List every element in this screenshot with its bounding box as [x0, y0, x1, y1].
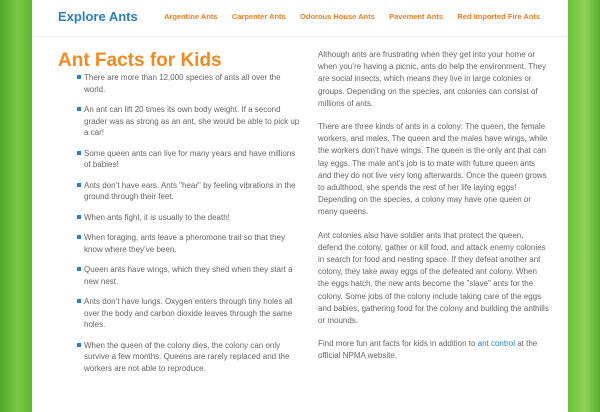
list-item — [84, 180, 304, 203]
header — [32, 0, 568, 37]
brand-logo[interactable]: Explore Ants — [58, 9, 138, 24]
list-item — [84, 264, 304, 287]
page — [32, 0, 568, 412]
fact-text: When ants fight, it is usually to the death! — [84, 212, 230, 222]
nav-odorous-house-ants[interactable]: Odorous House Ants — [300, 12, 375, 21]
square-bullet-icon — [77, 151, 81, 155]
fact-text: An ant can lift 20 times its own body weight. If a second grader was as strong as an ant, she would be able to pick up a car! — [84, 105, 300, 137]
paragraph-closing — [318, 338, 550, 362]
fact-text: There are more than 12,000 species of ants all over the world. — [84, 73, 281, 94]
list-item — [84, 148, 304, 171]
square-bullet-icon — [77, 267, 81, 271]
square-bullet-icon — [77, 75, 81, 79]
list-item — [84, 232, 304, 255]
closing-text-after: at the official NPMA website. — [318, 339, 538, 361]
nav-red-imported-fire-ants[interactable]: Red Imported Fire Ants — [457, 12, 540, 21]
fact-text: Some queen ants can live for many years and have millions of babies! — [84, 148, 296, 169]
list-item — [84, 212, 304, 224]
ant-control-link[interactable]: ant control — [477, 339, 515, 349]
square-bullet-icon — [77, 343, 81, 347]
fact-text: Queen ants have wings, which they shed when they start a new nest. — [84, 265, 293, 286]
nav-pavement-ants[interactable]: Pavement Ants — [389, 12, 444, 21]
list-item — [84, 296, 304, 331]
facts-list — [84, 72, 304, 383]
main-nav — [164, 12, 540, 21]
nav-argentine-ants[interactable]: Argentine Ants — [164, 12, 218, 21]
square-bullet-icon — [77, 183, 81, 187]
fact-text: When foraging, ants leave a pheromone trail so that they know where they’ve been. — [84, 233, 286, 254]
fact-text: Ants don’t have ears. Ants "hear" by feeling vibrations in the ground through their feet. — [84, 180, 296, 201]
article-body — [318, 49, 550, 374]
page-title: Ant Facts for Kids — [58, 50, 222, 71]
square-bullet-icon — [77, 107, 81, 111]
paragraph-soldier-ants: Ant colonies also have soldier ants that protect the queen, defend the colony, gather or kill food, and attack enemy colonies in search for food and nesting space. If they defeat another ant colony, they take away eggs of the defeated ant colony. When the eggs hatch, the new ants become the "slave" ants for the colony. Some jobs of the colony include taking care of the eggs and babies, gathering food for the colony and building the anthills or mounds. — [318, 230, 549, 326]
list-item — [84, 104, 304, 139]
nav-carpenter-ants[interactable]: Carpenter Ants — [231, 12, 286, 21]
list-item — [84, 340, 304, 375]
fact-text: When the queen of the colony dies, the colony can only survive a few months. Queens are rarely replaced and the workers are not able to reproduce. — [84, 340, 290, 373]
fact-text: Ants don’t have lungs. Oxygen enters through tiny holes all over the body and carbon dioxide leaves through the same holes. — [84, 297, 293, 329]
square-bullet-icon — [77, 235, 81, 239]
square-bullet-icon — [77, 215, 81, 219]
square-bullet-icon — [77, 299, 81, 303]
closing-text-before: Find more fun ant facts for kids in addition to — [318, 339, 478, 349]
paragraph-intro: Although ants are frustrating when they get into your home or when you’re having a picnic, ants do help the environment. They are social insects, which means they live in large colonies or groups. Depending on the species, ant colonies can consist of millions of ants. — [318, 50, 546, 108]
list-item — [84, 72, 304, 95]
paragraph-colony-kinds: There are three kinds of ants in a colony: The queen, the female workers, and males. The queen and the males have wings, while the workers don’t have wings. The queen is the only ant that can lay eggs. The male ant’s job is to mate with future queen ants and they do not live very long afterwards. Once the queen grows to adulthood, she spends the rest of her life laying eggs! Depending on the species, a colony may have one queen or many queens. — [318, 122, 548, 217]
